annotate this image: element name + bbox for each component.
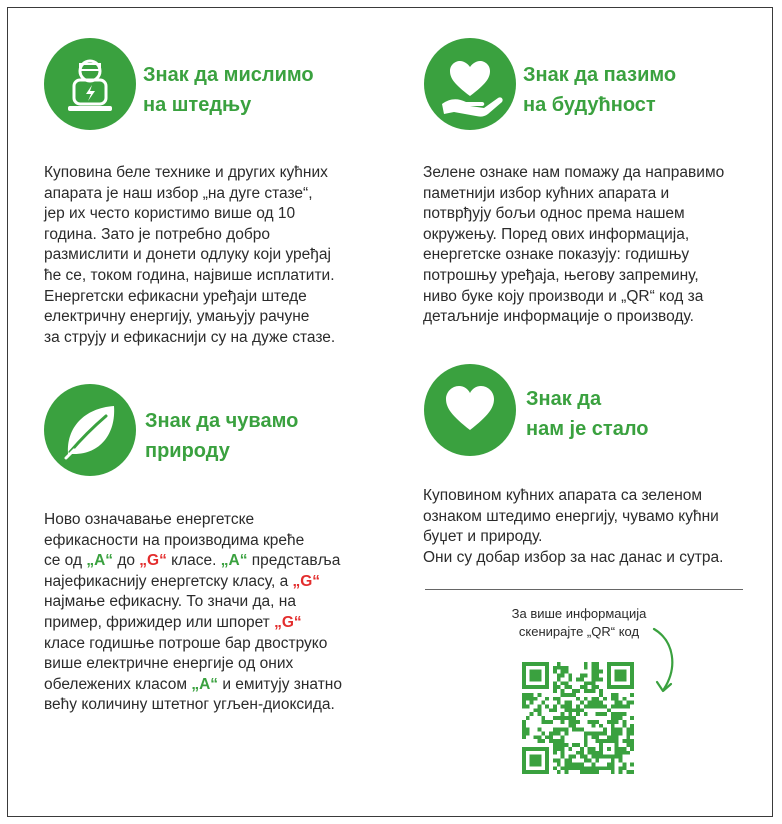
- section-title-saving: Знак да мислимо на штедњу: [143, 64, 314, 116]
- section-title-future: Знак да пазимо на будућност: [523, 64, 677, 116]
- section-text-care: Куповином кућних апарата са зеленом ознаком штедимо енергију, чувамо кућни буџет и природу. Они су добар избор за нас данас и сутра.: [423, 487, 724, 566]
- section-text-future: Зелене ознаке нам помажу да направимо паметнији избор кућних апарата и потврђују бољи однос према нашем окружењу. Поред ових информација, енергетске ознаке показују: годишњу потрошњу уређаја, његову запремину, ниво буке коју производи и „QR“ код за детаљније информације о производу.: [423, 164, 725, 326]
- qr-caption: За више информација скенирајте „QR“ код: [511, 606, 647, 639]
- section-text-saving: Куповина беле технике и других кућних апарата је наш избор „на дуге стазе“, јер их често користимо више од 10 година. Зато је потребно добро размислити и донети одлуку који уређај ће се, током година, највише исплатити. Енергетски ефикасни уређаји штеде електричну енергију, умањују рачуне за струју и ефикаснији су на дуже стазе.: [44, 164, 336, 346]
- qr-code[interactable]: [522, 662, 634, 774]
- section-title-care: Знак да нам је стало: [526, 388, 649, 440]
- class-a-label: „А“: [220, 552, 248, 570]
- section-text-nature: Ново означавање енергетске ефикасности на производима креће се од „А“ до „G“ класе. „А“ представља најефикаснију енергетску класу, а „G“ најмање ефикасну. То значи да, на пример, фрижидер или шпорет „G“ класе годишње потроше бар двоструко више електричне енергије од оних обележених класом „А“ и емитују знатно већу количину штетног угљен-диоксида.: [44, 511, 342, 714]
- energy-saving-icon: [44, 38, 136, 130]
- leaf-icon: [44, 384, 136, 476]
- class-g-label: „G“: [274, 613, 302, 631]
- section-title-nature: Знак да чувамо природу: [145, 410, 299, 462]
- divider-line: [425, 589, 743, 590]
- heart-in-hand-icon: [424, 38, 516, 130]
- class-g-label: „G“: [139, 552, 167, 570]
- heart-icon: [424, 364, 516, 456]
- class-g-label: „G“: [292, 572, 321, 590]
- class-a-label: „А“: [191, 675, 219, 693]
- class-a-label: „А“: [86, 552, 114, 570]
- curved-arrow-icon: [640, 625, 686, 697]
